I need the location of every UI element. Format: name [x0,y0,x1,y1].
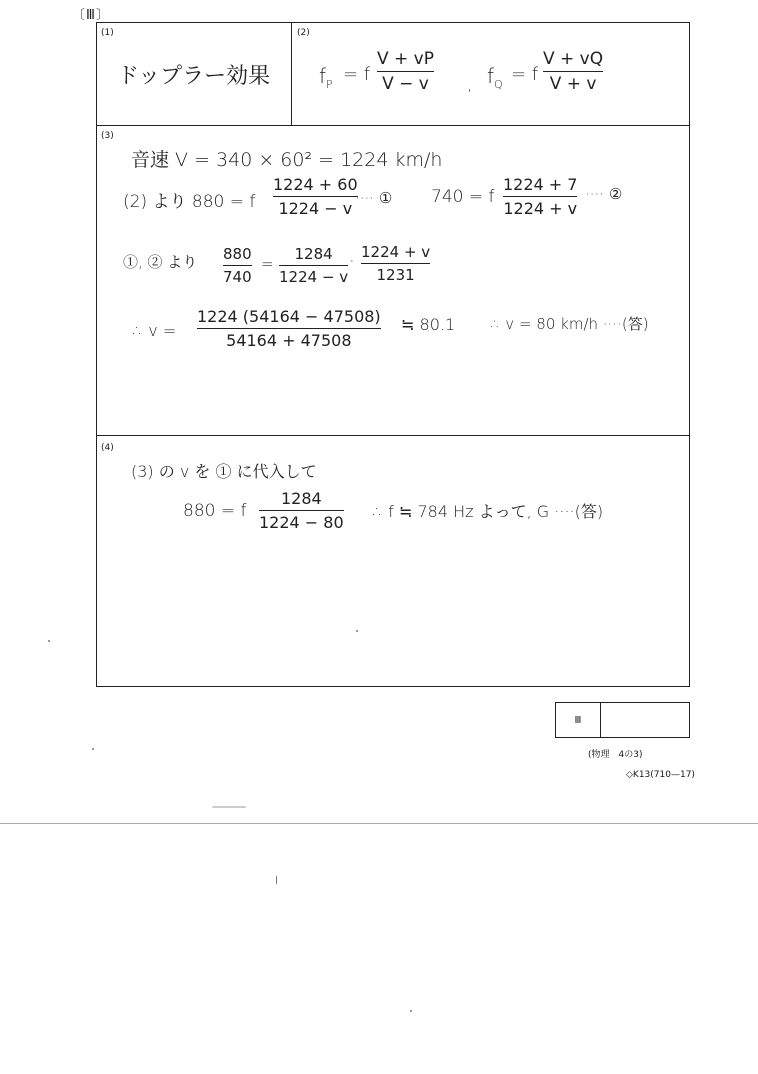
q2-fQ-eq: = f [511,64,539,85]
q4-line2-prefix: 880 = f [183,501,247,521]
q2-fP-eq: = f [343,64,371,85]
divider-row2 [97,435,689,436]
q3-line3-f2-denominator: 1224 − v [279,268,349,286]
q2-fP-fraction [377,49,434,94]
fraction-bar [273,196,358,197]
exam-code: ◇K13(710—17) [626,770,695,780]
q3-line3-fraction3 [361,243,430,284]
q3-line4-fraction [197,307,381,350]
q2-number: (2) [297,28,310,38]
page-number: (物理 4の3) [588,750,643,760]
section-label: 〔Ⅲ〕 [72,8,110,23]
divider-row1 [97,125,689,126]
q3-line2-tag: ···· ① [355,189,393,207]
q3-number: (3) [101,131,114,141]
q2-separator: , [467,75,473,94]
q3-line1: 音速 V = 340 × 60² = 1224 km/h [131,149,443,171]
q4-line2-denominator: 1224 − 80 [259,513,344,532]
fraction-bar [259,510,344,511]
q4-line1: (3) の v を ① に代入して [131,462,317,481]
q4-line2-numerator: 1284 [280,489,322,508]
q3-line2b-fraction [503,175,577,218]
q3-line3-dot: · [349,251,355,272]
q3-line2b-tag: ···· ② [585,185,623,203]
page-edge-line [0,823,758,824]
q4-line2-answer: ∴ f ≒ 784 Hz よって, G ····(答) [373,502,604,521]
q3-line2-fraction [273,175,358,218]
q3-line2b-prefix: 740 = f [431,187,495,207]
fraction-bar [377,71,434,72]
score-box-label: Ⅲ [556,703,601,737]
scan-speck [276,876,277,884]
q4-number: (4) [101,443,114,453]
scan-speck [212,806,246,808]
q3-line4-answer: ∴ v = 80 km/h ····(答) [491,315,649,333]
q3-line3-fraction2 [279,245,348,286]
q2-fQ-fraction [543,49,603,94]
fraction-bar [223,265,252,266]
scan-speck [410,1010,412,1012]
q3-line2-numerator: 1224 + 60 [273,175,358,194]
q2-fP-denominator: V − v [382,74,429,94]
scan-speck [356,630,358,632]
q3-line3-f1-numerator: 880 [223,245,252,263]
q3-line4-prefix: ∴ v = [133,321,177,340]
score-box [555,702,690,738]
fraction-bar [361,263,430,264]
q3-line2b-numerator: 1224 + 7 [503,175,578,194]
scan-speck [48,640,50,642]
q1-number: (1) [101,28,114,38]
answer-sheet [96,22,690,687]
q3-line2-denominator: 1224 − v [278,199,353,218]
q3-line3-fraction1 [223,245,252,286]
q2-fQ-lhs: $f_Q$ [487,64,503,91]
fraction-bar [279,265,348,266]
q3-line3-eq: = [261,255,274,273]
q3-line3-f3-numerator: 1224 + v [361,243,431,261]
scan-speck [92,748,94,750]
q2-fQ-denominator: V + v [549,74,597,94]
q3-line3-f1-denominator: 740 [223,268,252,286]
q2-fQ-numerator: V + vQ [543,49,604,69]
q2-fP-lhs: $f_P$ [319,64,333,91]
q3-line3-f3-denominator: 1231 [376,266,415,284]
divider-col [291,23,292,125]
q3-line3-f2-numerator: 1284 [294,245,333,263]
q2-fP-numerator: V + vP [377,49,434,69]
q3-line2-prefix: (2) より 880 = f [123,192,256,212]
q4-line2-fraction [259,489,344,532]
q3-line4-approx: ≒ 80.1 [401,315,456,334]
q1-answer: ドップラー効果 [117,64,271,89]
q3-line3-prefix: ①, ② より [123,253,198,271]
fraction-bar [543,71,603,72]
fraction-bar [197,328,381,329]
q3-line4-numerator: 1224 (54164 − 47508) [197,307,381,326]
fraction-bar [503,196,577,197]
q3-line4-denominator: 54164 + 47508 [226,331,352,350]
q3-line2b-denominator: 1224 + v [503,199,578,218]
